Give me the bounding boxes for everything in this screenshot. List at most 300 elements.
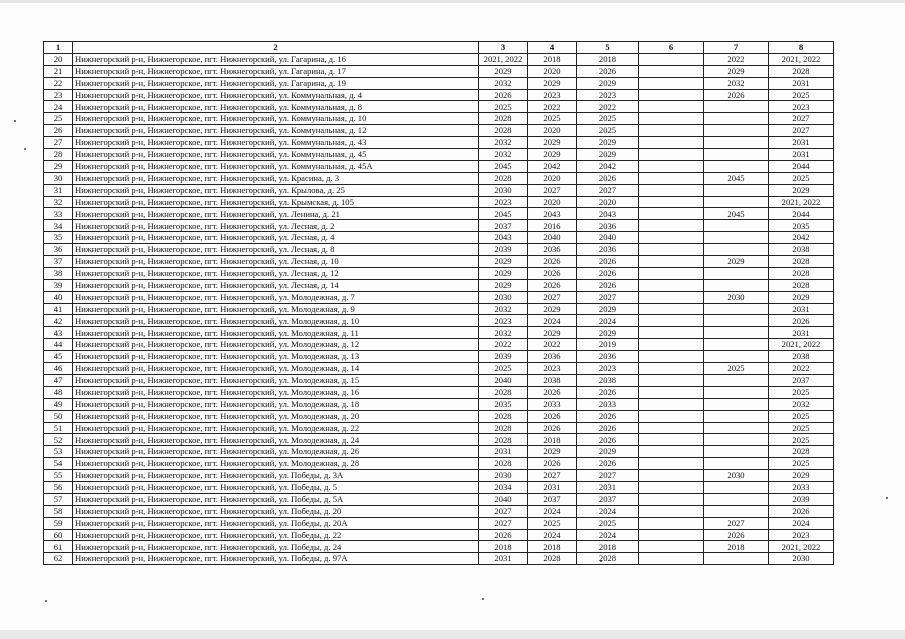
column-header: 5 xyxy=(577,42,639,54)
table-cell xyxy=(639,303,704,315)
table-cell xyxy=(639,351,704,363)
table-cell: 2023 xyxy=(479,315,528,327)
table-row xyxy=(44,160,834,172)
table-cell: Нижнегорский р-н, Нижнегорское, пгт. Нижнегорский, ул. Лесная, д. 8 xyxy=(73,244,479,256)
table-cell xyxy=(639,89,704,101)
table-cell: 2029 xyxy=(528,137,577,149)
table-cell: 2030 xyxy=(479,470,528,482)
table-cell: 2029 xyxy=(769,184,834,196)
table-cell: 2022 xyxy=(577,101,639,113)
table-cell: 2037 xyxy=(769,374,834,386)
table-cell: 51 xyxy=(44,422,73,434)
table-cell xyxy=(639,149,704,161)
table-cell: 2039 xyxy=(769,493,834,505)
table-cell: 2026 xyxy=(577,458,639,470)
table-cell: Нижнегорский р-н, Нижнегорское, пгт. Нижнегорский, ул. Коммунальная, д. 8 xyxy=(73,101,479,113)
table-cell: 2020 xyxy=(528,196,577,208)
table-cell xyxy=(704,505,769,517)
table-cell: 2026 xyxy=(528,386,577,398)
table-cell: 2020 xyxy=(528,172,577,184)
table-cell xyxy=(704,553,769,565)
table-cell xyxy=(704,160,769,172)
table-cell: 2026 xyxy=(479,89,528,101)
table-cell: Нижнегорский р-н, Нижнегорское, пгт. Нижнегорский, ул. Молодежная, д. 7 xyxy=(73,291,479,303)
table-cell: 2025 xyxy=(528,517,577,529)
table-cell xyxy=(704,113,769,125)
table-cell: 2029 xyxy=(528,149,577,161)
table-cell: 2027 xyxy=(704,517,769,529)
table-cell xyxy=(639,315,704,327)
table-row xyxy=(44,493,834,505)
scan-speck xyxy=(24,148,26,150)
table-cell: 2027 xyxy=(528,291,577,303)
table-cell: 56 xyxy=(44,481,73,493)
table-cell: 33 xyxy=(44,208,73,220)
table-cell: 2025 xyxy=(769,458,834,470)
table-row xyxy=(44,553,834,565)
table-cell xyxy=(704,149,769,161)
table-cell: 39 xyxy=(44,279,73,291)
table-cell: 41 xyxy=(44,303,73,315)
table-cell: 25 xyxy=(44,113,73,125)
table-cell xyxy=(704,398,769,410)
table-cell: 2018 xyxy=(528,541,577,553)
table-cell: 2028 xyxy=(528,553,577,565)
table-cell xyxy=(639,410,704,422)
table-cell: 2029 xyxy=(577,149,639,161)
table-cell: Нижнегорский р-н, Нижнегорское, пгт. Нижнегорский, ул. Лесная, д. 2 xyxy=(73,220,479,232)
table-cell xyxy=(639,327,704,339)
table-cell xyxy=(639,505,704,517)
table-cell: 2029 xyxy=(769,291,834,303)
table-cell: 2038 xyxy=(769,351,834,363)
table-row xyxy=(44,339,834,351)
table-cell: 2027 xyxy=(479,505,528,517)
table-cell: 2043 xyxy=(577,208,639,220)
scan-speck xyxy=(886,497,888,499)
table-cell: 2025 xyxy=(577,113,639,125)
table-cell: 2024 xyxy=(577,505,639,517)
table-cell xyxy=(704,137,769,149)
table-cell: 2026 xyxy=(528,458,577,470)
table-cell xyxy=(704,196,769,208)
table-row xyxy=(44,363,834,375)
table-cell xyxy=(639,184,704,196)
table-cell: 2027 xyxy=(577,470,639,482)
table-row xyxy=(44,410,834,422)
table-cell xyxy=(704,125,769,137)
table-cell: 2023 xyxy=(769,529,834,541)
table-cell: 2030 xyxy=(704,291,769,303)
table-row xyxy=(44,113,834,125)
table-cell: Нижнегорский р-н, Нижнегорское, пгт. Нижнегорский, ул. Победы, д. 22 xyxy=(73,529,479,541)
table-cell: 62 xyxy=(44,553,73,565)
table-cell: 2027 xyxy=(479,517,528,529)
table-cell xyxy=(639,137,704,149)
table-cell: 2028 xyxy=(479,113,528,125)
table-cell: 2023 xyxy=(577,89,639,101)
table-cell xyxy=(639,363,704,375)
table-cell: 2029 xyxy=(479,267,528,279)
table-cell xyxy=(639,172,704,184)
table-cell: 48 xyxy=(44,386,73,398)
table-cell: 2027 xyxy=(577,184,639,196)
table-row xyxy=(44,374,834,386)
table-cell: Нижнегорский р-н, Нижнегорское, пгт. Нижнегорский, ул. Молодежная, д. 12 xyxy=(73,339,479,351)
table-row xyxy=(44,386,834,398)
table-cell xyxy=(704,101,769,113)
table-cell: Нижнегорский р-н, Нижнегорское, пгт. Нижнегорский, ул. Коммунальная, д. 4 xyxy=(73,89,479,101)
table-cell: Нижнегорский р-н, Нижнегорское, пгт. Нижнегорский, ул. Коммунальная, д. 45 xyxy=(73,149,479,161)
table-cell: Нижнегорский р-н, Нижнегорское, пгт. Нижнегорский, ул. Молодежная, д. 20 xyxy=(73,410,479,422)
table-cell: Нижнегорский р-н, Нижнегорское, пгт. Нижнегорский, ул. Лесная, д. 14 xyxy=(73,279,479,291)
table-cell: Нижнегорский р-н, Нижнегорское, пгт. Нижнегорский, ул. Победы, д. 97А xyxy=(73,553,479,565)
table-cell xyxy=(639,339,704,351)
table-row xyxy=(44,529,834,541)
table-cell: 2024 xyxy=(528,529,577,541)
table-cell xyxy=(704,232,769,244)
table-cell: 2025 xyxy=(528,113,577,125)
table-cell: 2023 xyxy=(769,101,834,113)
table-cell: 2020 xyxy=(528,65,577,77)
table-row xyxy=(44,172,834,184)
table-cell: 2029 xyxy=(704,65,769,77)
table-cell: 2031 xyxy=(769,327,834,339)
table-cell xyxy=(639,160,704,172)
table-row xyxy=(44,291,834,303)
table-cell: 2030 xyxy=(479,184,528,196)
table-cell: 2018 xyxy=(528,434,577,446)
table-cell: 2040 xyxy=(577,232,639,244)
table-cell: Нижнегорский р-н, Нижнегорское, пгт. Нижнегорский, ул. Победы, д. 3А xyxy=(73,470,479,482)
table-cell: 2030 xyxy=(704,470,769,482)
table-cell: 2028 xyxy=(769,279,834,291)
table-cell: 2036 xyxy=(577,351,639,363)
table-cell: 2019 xyxy=(577,339,639,351)
table-cell: 2026 xyxy=(577,386,639,398)
table-body xyxy=(44,53,834,564)
table-cell: 2026 xyxy=(769,505,834,517)
table-cell: Нижнегорский р-н, Нижнегорское, пгт. Нижнегорский, ул. Лесная, д. 4 xyxy=(73,232,479,244)
table-cell: Нижнегорский р-н, Нижнегорское, пгт. Нижнегорский, ул. Победы, д. 5 xyxy=(73,481,479,493)
table-cell xyxy=(704,422,769,434)
table-cell: 2027 xyxy=(528,470,577,482)
table-cell xyxy=(639,256,704,268)
table-cell xyxy=(639,470,704,482)
table-cell: 45 xyxy=(44,351,73,363)
table-cell xyxy=(639,493,704,505)
table-cell: 2025 xyxy=(769,422,834,434)
table-row xyxy=(44,315,834,327)
table-cell: 2035 xyxy=(479,398,528,410)
table-cell: 2029 xyxy=(528,446,577,458)
scan-edge-top xyxy=(0,0,905,3)
table-cell xyxy=(639,553,704,565)
table-cell xyxy=(704,458,769,470)
table-cell: 2031 xyxy=(479,446,528,458)
table-row xyxy=(44,137,834,149)
table-cell: 26 xyxy=(44,125,73,137)
table-cell: 2026 xyxy=(704,89,769,101)
table-row xyxy=(44,351,834,363)
table-cell: 2029 xyxy=(528,77,577,89)
table-cell: 2032 xyxy=(479,77,528,89)
table-cell: 2023 xyxy=(577,363,639,375)
table-cell: 2031 xyxy=(769,303,834,315)
table-cell: 2029 xyxy=(528,327,577,339)
table-cell: 2031 xyxy=(528,481,577,493)
table-cell: 2018 xyxy=(577,53,639,65)
table-header-row xyxy=(44,42,834,54)
scan-edge-bottom xyxy=(0,630,905,639)
table-cell: 2037 xyxy=(528,493,577,505)
table-cell: 2031 xyxy=(769,137,834,149)
table-cell: 2023 xyxy=(528,363,577,375)
table-cell: Нижнегорский р-н, Нижнегорское, пгт. Нижнегорский, ул. Гагарина, д. 19 xyxy=(73,77,479,89)
table-cell: 2042 xyxy=(769,232,834,244)
table-cell: 2026 xyxy=(704,529,769,541)
table-cell: 2038 xyxy=(769,244,834,256)
column-header: 3 xyxy=(479,42,528,54)
table-cell: 2025 xyxy=(769,386,834,398)
table-cell: 2025 xyxy=(479,101,528,113)
table-cell xyxy=(639,434,704,446)
table-cell: 22 xyxy=(44,77,73,89)
table-cell xyxy=(639,65,704,77)
table-row xyxy=(44,101,834,113)
table-cell: Нижнегорский р-н, Нижнегорское, пгт. Нижнегорский, ул. Красина, д. 3 xyxy=(73,172,479,184)
table-cell: Нижнегорский р-н, Нижнегорское, пгт. Нижнегорский, ул. Молодежная, д. 16 xyxy=(73,386,479,398)
table-cell: 2026 xyxy=(769,315,834,327)
table-cell: 2023 xyxy=(479,196,528,208)
table-cell xyxy=(704,434,769,446)
table-cell: 2037 xyxy=(479,220,528,232)
table-cell: 2027 xyxy=(769,125,834,137)
table-cell: Нижнегорский р-н, Нижнегорское, пгт. Нижнегорский, ул. Крымская, д. 105 xyxy=(73,196,479,208)
table-cell: 20 xyxy=(44,53,73,65)
table-row xyxy=(44,89,834,101)
table-cell: Нижнегорский р-н, Нижнегорское, пгт. Нижнегорский, ул. Победы, д. 24 xyxy=(73,541,479,553)
table-cell: 60 xyxy=(44,529,73,541)
table-cell xyxy=(639,446,704,458)
table-cell: 2028 xyxy=(479,422,528,434)
table-cell xyxy=(639,77,704,89)
table-cell xyxy=(639,481,704,493)
table-cell: 2016 xyxy=(528,220,577,232)
table-cell: 2040 xyxy=(479,374,528,386)
table-cell: 54 xyxy=(44,458,73,470)
table-cell: 2022 xyxy=(528,101,577,113)
table-cell: 2029 xyxy=(479,256,528,268)
table-cell xyxy=(639,458,704,470)
table-cell xyxy=(639,422,704,434)
table-cell: 2021, 2022 xyxy=(769,339,834,351)
table-cell: 49 xyxy=(44,398,73,410)
table-cell: 2031 xyxy=(769,149,834,161)
table-row xyxy=(44,267,834,279)
table-cell xyxy=(639,196,704,208)
table-cell: Нижнегорский р-н, Нижнегорское, пгт. Нижнегорский, ул. Гагарина, д. 16 xyxy=(73,53,479,65)
table-cell xyxy=(704,315,769,327)
table-cell: 2025 xyxy=(769,172,834,184)
table-cell: 30 xyxy=(44,172,73,184)
table-cell: 57 xyxy=(44,493,73,505)
table-cell: 31 xyxy=(44,184,73,196)
table-cell: 2026 xyxy=(577,434,639,446)
table-cell: 2034 xyxy=(479,481,528,493)
table-cell xyxy=(639,208,704,220)
table-row xyxy=(44,422,834,434)
table-cell: 2035 xyxy=(769,220,834,232)
table-cell: 27 xyxy=(44,137,73,149)
table-cell xyxy=(639,529,704,541)
table-cell: 2025 xyxy=(769,89,834,101)
table-cell: 2026 xyxy=(528,279,577,291)
table-cell: 2036 xyxy=(528,244,577,256)
table-cell: 2028 xyxy=(479,172,528,184)
table-cell: 37 xyxy=(44,256,73,268)
table-row xyxy=(44,196,834,208)
table-cell xyxy=(704,279,769,291)
table-cell: 32 xyxy=(44,196,73,208)
table-cell: 2022 xyxy=(769,363,834,375)
column-header: 8 xyxy=(769,42,834,54)
table-cell: 40 xyxy=(44,291,73,303)
table-cell: 2032 xyxy=(704,77,769,89)
table-cell: 2032 xyxy=(479,303,528,315)
table-cell: 2030 xyxy=(479,291,528,303)
table-cell: 2033 xyxy=(577,398,639,410)
table-cell xyxy=(639,374,704,386)
table-cell: 2027 xyxy=(769,113,834,125)
table-cell xyxy=(704,244,769,256)
table-cell: 2036 xyxy=(577,244,639,256)
table-cell: 2038 xyxy=(577,374,639,386)
table-cell: 2040 xyxy=(479,493,528,505)
table-row xyxy=(44,232,834,244)
table-cell: 2027 xyxy=(528,184,577,196)
table-cell: 50 xyxy=(44,410,73,422)
table-cell xyxy=(639,398,704,410)
table-cell: 2045 xyxy=(479,208,528,220)
table-cell: 35 xyxy=(44,232,73,244)
table-cell: 2029 xyxy=(479,279,528,291)
table-cell: 2025 xyxy=(769,434,834,446)
table-cell xyxy=(639,279,704,291)
table-cell: 2045 xyxy=(479,160,528,172)
table-cell xyxy=(639,232,704,244)
table-cell: Нижнегорский р-н, Нижнегорское, пгт. Нижнегорский, ул. Коммунальная, д. 45А xyxy=(73,160,479,172)
table-cell: 2044 xyxy=(769,160,834,172)
table-cell: 2028 xyxy=(479,386,528,398)
table-cell: 2025 xyxy=(577,125,639,137)
table-row xyxy=(44,125,834,137)
table-cell: 2045 xyxy=(704,172,769,184)
table-cell: 28 xyxy=(44,149,73,161)
table-row xyxy=(44,303,834,315)
table-cell xyxy=(704,267,769,279)
table-row xyxy=(44,220,834,232)
table-cell: 2024 xyxy=(577,315,639,327)
table-cell: 2026 xyxy=(528,256,577,268)
table-cell: 2025 xyxy=(479,363,528,375)
table-cell: 2036 xyxy=(577,220,639,232)
table-cell: Нижнегорский р-н, Нижнегорское, пгт. Нижнегорский, ул. Молодежная, д. 18 xyxy=(73,398,479,410)
table-cell: 2021, 2022 xyxy=(769,541,834,553)
table-cell: 2032 xyxy=(479,137,528,149)
table-cell xyxy=(704,374,769,386)
table-cell: Нижнегорский р-н, Нижнегорское, пгт. Нижнегорский, ул. Победы, д. 20 xyxy=(73,505,479,517)
table-row xyxy=(44,256,834,268)
table-cell: 43 xyxy=(44,327,73,339)
table-cell: 2028 xyxy=(769,446,834,458)
table-row xyxy=(44,184,834,196)
table-cell: 29 xyxy=(44,160,73,172)
table-cell: 2026 xyxy=(577,65,639,77)
schedule-table xyxy=(43,41,834,565)
table-cell: 55 xyxy=(44,470,73,482)
table-cell: 21 xyxy=(44,65,73,77)
table-cell: 2038 xyxy=(528,374,577,386)
table-cell xyxy=(639,113,704,125)
table-row xyxy=(44,446,834,458)
table-cell: 61 xyxy=(44,541,73,553)
table-cell: 2026 xyxy=(577,267,639,279)
table-cell: 2029 xyxy=(577,446,639,458)
table-cell: 52 xyxy=(44,434,73,446)
table-cell: Нижнегорский р-н, Нижнегорское, пгт. Нижнегорский, ул. Лесная, д. 12 xyxy=(73,267,479,279)
table-cell: 2028 xyxy=(769,256,834,268)
table-cell: Нижнегорский р-н, Нижнегорское, пгт. Нижнегорский, ул. Крылова, д. 25 xyxy=(73,184,479,196)
column-header: 7 xyxy=(704,42,769,54)
table-cell: 2022 xyxy=(479,339,528,351)
table-cell: 2045 xyxy=(704,208,769,220)
table-cell: 2043 xyxy=(528,208,577,220)
table-cell: Нижнегорский р-н, Нижнегорское, пгт. Нижнегорский, ул. Коммунальная, д. 12 xyxy=(73,125,479,137)
table-cell xyxy=(704,327,769,339)
table-cell: 2029 xyxy=(704,256,769,268)
table-cell: Нижнегорский р-н, Нижнегорское, пгт. Нижнегорский, ул. Ленина, д. 21 xyxy=(73,208,479,220)
table-cell: 2029 xyxy=(577,303,639,315)
table-cell: 2042 xyxy=(528,160,577,172)
table-cell: 59 xyxy=(44,517,73,529)
table-cell: 2029 xyxy=(528,303,577,315)
table-cell: 2028 xyxy=(577,553,639,565)
table-cell: Нижнегорский р-н, Нижнегорское, пгт. Нижнегорский, ул. Молодежная, д. 9 xyxy=(73,303,479,315)
table-cell xyxy=(704,446,769,458)
table-row xyxy=(44,434,834,446)
table-cell: 2018 xyxy=(704,541,769,553)
table-row xyxy=(44,327,834,339)
table-row xyxy=(44,517,834,529)
table-cell: Нижнегорский р-н, Нижнегорское, пгт. Нижнегорский, ул. Молодежная, д. 26 xyxy=(73,446,479,458)
table-row xyxy=(44,149,834,161)
table-cell: Нижнегорский р-н, Нижнегорское, пгт. Нижнегорский, ул. Победы, д. 20А xyxy=(73,517,479,529)
table-cell xyxy=(704,410,769,422)
table-row xyxy=(44,481,834,493)
table-cell: 2031 xyxy=(769,77,834,89)
table-cell: 36 xyxy=(44,244,73,256)
table-cell: 2026 xyxy=(528,267,577,279)
table-cell: 2018 xyxy=(528,53,577,65)
table-cell: 2028 xyxy=(479,125,528,137)
table-cell: 2028 xyxy=(479,458,528,470)
table-cell: 2044 xyxy=(769,208,834,220)
table-cell: 2026 xyxy=(577,410,639,422)
table-cell xyxy=(704,184,769,196)
table-cell: 2028 xyxy=(479,410,528,422)
table-cell: Нижнегорский р-н, Нижнегорское, пгт. Нижнегорский, ул. Победы, д. 5А xyxy=(73,493,479,505)
